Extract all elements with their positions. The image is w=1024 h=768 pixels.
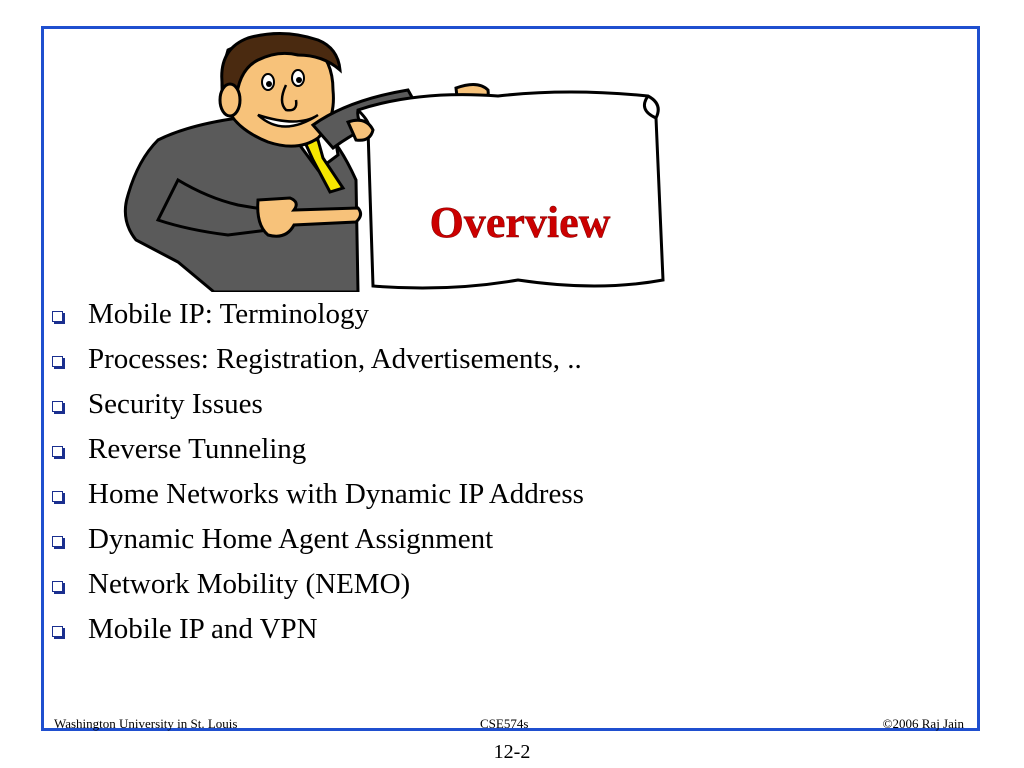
list-item [52, 472, 584, 517]
list-item [52, 517, 584, 562]
bullet-text: Processes: Registration, Advertisements, .. [88, 343, 582, 375]
footer-course: CSE574s [480, 716, 529, 731]
footer-institution: Washington University in St. Louis [54, 716, 238, 731]
square-bullet-icon [52, 356, 63, 367]
square-bullet-icon [52, 536, 63, 547]
bullet-text: Reverse Tunneling [88, 433, 307, 465]
square-bullet-icon [52, 491, 63, 502]
bullet-text: Home Networks with Dynamic IP Address [88, 478, 584, 510]
footer-copyright: ©2006 Raj Jain [882, 716, 964, 731]
list-item [52, 337, 584, 382]
list-item [52, 562, 584, 607]
list-item [52, 382, 584, 427]
square-bullet-icon [52, 446, 63, 457]
bullet-text: Mobile IP: Terminology [88, 298, 369, 330]
bullet-list [52, 292, 584, 652]
bullet-text: Security Issues [88, 388, 263, 420]
bullet-text: Network Mobility (NEMO) [88, 568, 411, 600]
list-item [52, 292, 584, 337]
square-bullet-icon [52, 581, 63, 592]
presenter-clipart [118, 30, 678, 292]
list-item [52, 607, 584, 652]
bullet-text: Dynamic Home Agent Assignment [88, 523, 494, 555]
ear [220, 84, 240, 116]
slide-title: Overview [429, 198, 611, 247]
scroll [358, 92, 663, 288]
square-bullet-icon [52, 311, 63, 322]
list-item [52, 427, 584, 472]
page-number: 12-2 [493, 741, 531, 763]
bullet-text: Mobile IP and VPN [88, 613, 318, 645]
square-bullet-icon [52, 626, 63, 637]
square-bullet-icon [52, 401, 63, 412]
